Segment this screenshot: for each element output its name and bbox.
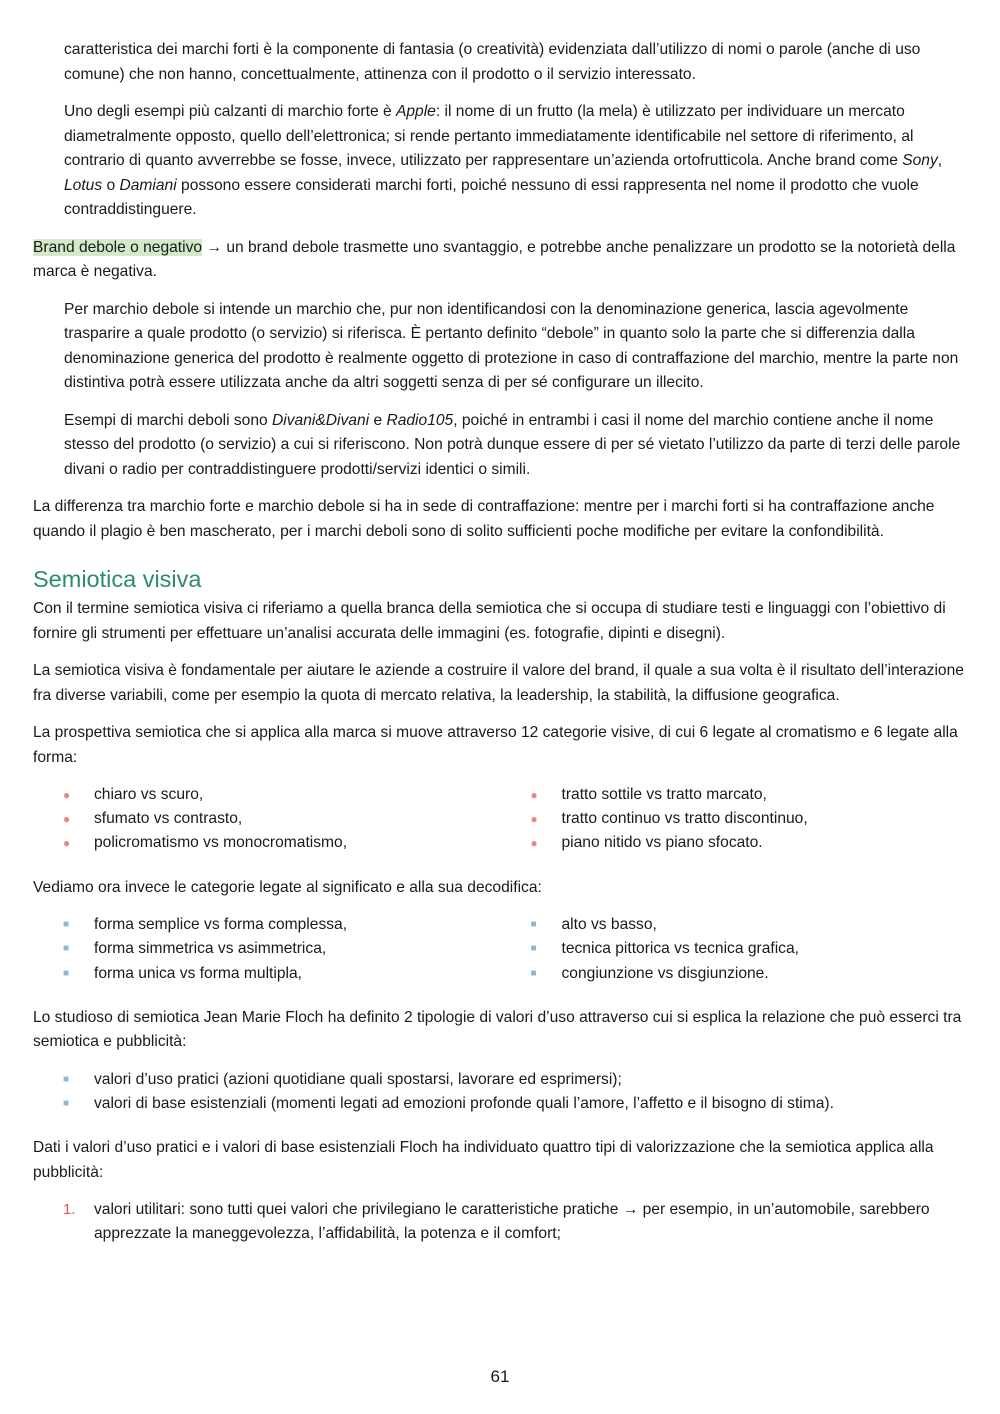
square-bullet-icon: ■ (530, 967, 537, 979)
paragraph-strong-vs-weak: La differenza tra marchio forte e marchio debole si ha in sede di contraffazione: mentre per i marchi forti si ha contraffazione anche quando il plagio è ben mascherato, per i marchi deboli sono di solito sufficienti poche modifiche per evitare la confondibilità. (33, 498, 935, 540)
dot-bullet-icon: ● (530, 812, 538, 827)
list-item-text: policromatismo vs monocromatismo, (94, 834, 348, 852)
list-item-text: tecnica pittorica vs tecnica grafica, (561, 940, 799, 958)
brand-lotus: Lotus (64, 176, 103, 194)
list-column-right (501, 783, 969, 856)
list-item-text: sfumato vs contrasto, (94, 810, 243, 828)
paragraph-weak-brand-examples (64, 409, 968, 483)
dot-bullet-icon: ● (530, 836, 538, 851)
square-bullet-icon: ■ (63, 919, 70, 931)
list-item (501, 937, 969, 961)
list-item-text: alto vs basso, (561, 916, 657, 934)
chromatic-categories-list (33, 783, 968, 856)
list-item-text: forma simmetrica vs asimmetrica, (94, 940, 327, 958)
list-item (501, 783, 969, 807)
list-item (33, 783, 501, 807)
highlighted-term: Brand debole o negativo (33, 238, 203, 256)
square-bullet-icon: ■ (63, 967, 70, 979)
list-item (501, 913, 969, 937)
list-column-left (33, 783, 501, 856)
dot-bullet-icon: ● (63, 788, 71, 802)
list-item (33, 1068, 968, 1092)
section-heading: Semiotica visiva (33, 566, 202, 592)
paragraph-weak-brand (33, 236, 968, 285)
paragraph-strong-brand-examples (64, 100, 968, 223)
text-run: : il nome di un frutto (la mela) è utilizzato per individuare un mercato diametralmente opposto, quello dell’elettronica; si rende pertanto immediatamente identificabile nel settore di riferimento, al contrario di quanto avverrebbe se fosse, invece, utilizzato per rappresentare un’azienda ortofrutticola. Anche brand come (64, 103, 914, 169)
list-item-text: chiaro vs scuro, (94, 786, 204, 803)
list-item (33, 937, 501, 961)
paragraph-meaning-categories: Vediamo ora invece le categorie legate al significato e alla sua decodifica: (33, 878, 542, 896)
brand-damiani: Damiani (119, 176, 177, 194)
brand-radio105: Radio105 (386, 411, 454, 429)
paragraph-valorization: Dati i valori d’uso pratici e i valori di base esistenziali Floch ha individuato quattro tipi di valorizzazione che la semiotica applica alla pubblicità: (33, 1139, 934, 1181)
text-run: Uno degli esempi più calzanti di marchio forte è (64, 103, 396, 120)
text-run: possono essere considerati marchi forti, poiché nessuno di essi rappresenta nel nome il prodotto che vuole contraddistinguere. (64, 176, 919, 218)
brand-sony: Sony (902, 152, 938, 169)
paragraph-semiotics-definition: Con il termine semiotica visiva ci riferiamo a quella branca della semiotica che si occupa di studiare testi e linguaggi con l’obiettivo di fornire gli strumenti per effettuare un’analisi accurata delle immagini (es. fotografie, dipinti e disegni). (33, 600, 946, 642)
list-item (33, 913, 501, 937)
list-item (33, 831, 501, 855)
dot-bullet-icon: ● (63, 812, 71, 827)
list-item (33, 807, 501, 831)
text-run: , (937, 152, 943, 169)
paragraph-weak-brand-definition: Per marchio debole si intende un marchio che, pur non identificandosi con la denominazione generica, lascia agevolmente trasparire a quale prodotto (o servizio) si riferisca. È pertanto definito “debole” in quanto solo la parte che si differenzia dalla denominazione generica del prodotto è realmente oggetto di protezione in caso di contraffazione del marchio, mentre la parte non distintiva potrà essere utilizzata anche da altri soggetti senza di per sé configurare un illecito. (64, 300, 959, 391)
page-content (33, 38, 968, 1267)
square-bullet-icon: ■ (530, 919, 537, 931)
list-column-right (501, 913, 969, 986)
page-number: 61 (490, 1367, 510, 1386)
list-item-text: congiunzione vs disgiunzione. (561, 964, 769, 982)
list-item-text: valori di base esistenziali (momenti legati ad emozioni profonde quali l’amore, l’affetto e il bisogno di stima). (94, 1094, 834, 1112)
form-categories-list (33, 913, 968, 986)
brand-apple: Apple (395, 103, 436, 120)
list-number: 1. (63, 1201, 76, 1219)
use-values-list (33, 1068, 968, 1116)
brand-divani: Divani&Divani (272, 411, 370, 429)
list-item (33, 1092, 968, 1116)
text-run: Esempi di marchi deboli sono (64, 411, 273, 429)
square-bullet-icon: ■ (530, 943, 537, 955)
list-item (33, 962, 501, 986)
list-item-text: forma unica vs forma multipla, (94, 964, 302, 982)
text-run: → un brand debole trasmette uno svantaggio, e potrebbe anche penalizzare un prodotto se la notorietà della marca è negativa. (33, 238, 956, 280)
square-bullet-icon: ■ (63, 1073, 70, 1085)
list-item-text: tratto sottile vs tratto marcato, (561, 786, 767, 803)
paragraph-floch: Lo studioso di semiotica Jean Marie Floch ha definito 2 tipologie di valori d’uso attraverso cui si esplica la relazione che può esserci tra semiotica e pubblicità: (33, 1008, 962, 1051)
paragraph-visual-categories: La prospettiva semiotica che si applica alla marca si muove attraverso 12 categorie visive, di cui 6 legate al cromatismo e 6 legate alla forma: (33, 724, 958, 766)
text-run: o (102, 176, 120, 194)
list-item-text: valori utilitari: sono tutti quei valori che privilegiano le caratteristiche pratiche → per esempio, in un’automobile, sarebbero apprezzate la maneggevolezza, l’affidabilità, la potenza e il comfort; (94, 1201, 930, 1243)
list-item-text: forma semplice vs forma complessa, (94, 916, 348, 934)
list-item (501, 807, 969, 831)
square-bullet-icon: ■ (63, 943, 70, 955)
dot-bullet-icon: ● (63, 836, 71, 851)
dot-bullet-icon: ● (530, 788, 538, 802)
list-item-text: tratto continuo vs tratto discontinuo, (561, 810, 808, 828)
list-item (501, 962, 969, 986)
list-item-text: valori d’uso pratici (azioni quotidiane quali spostarsi, lavorare ed esprimersi); (94, 1070, 622, 1088)
list-item-text: piano nitido vs piano sfocato. (561, 834, 763, 852)
paragraph-semiotics-value: La semiotica visiva è fondamentale per aiutare le aziende a costruire il valore del brand, il quale a sua volta è il risultato dell’interazione fra diverse variabili, come per esempio la quota di mercato relativa, la leadership, la stabilità, la diffusione geografica. (33, 662, 964, 704)
valorization-list (33, 1198, 968, 1246)
paragraph-strong-brand-fantasy: caratteristica dei marchi forti è la componente di fantasia (o creatività) evidenziata dall’utilizzo di nomi o parole (anche di uso comune) che non hanno, concettualmente, attinenza con il prodotto o il servizio interessato. (64, 41, 921, 83)
list-item (33, 1198, 968, 1246)
square-bullet-icon: ■ (63, 1097, 70, 1109)
list-column-left (33, 913, 501, 986)
text-run: e (369, 411, 387, 429)
text-run: , poiché in entrambi i casi il nome del marchio contiene anche il nome stesso del prodotto (o servizio) a cui si riferiscono. Non potrà dunque essere di per sé vietato l’utilizzo da parte di terzi delle parole divani o radio per contraddistinguere prodotti/servizi identici o simili. (64, 411, 961, 478)
list-item (501, 831, 969, 855)
